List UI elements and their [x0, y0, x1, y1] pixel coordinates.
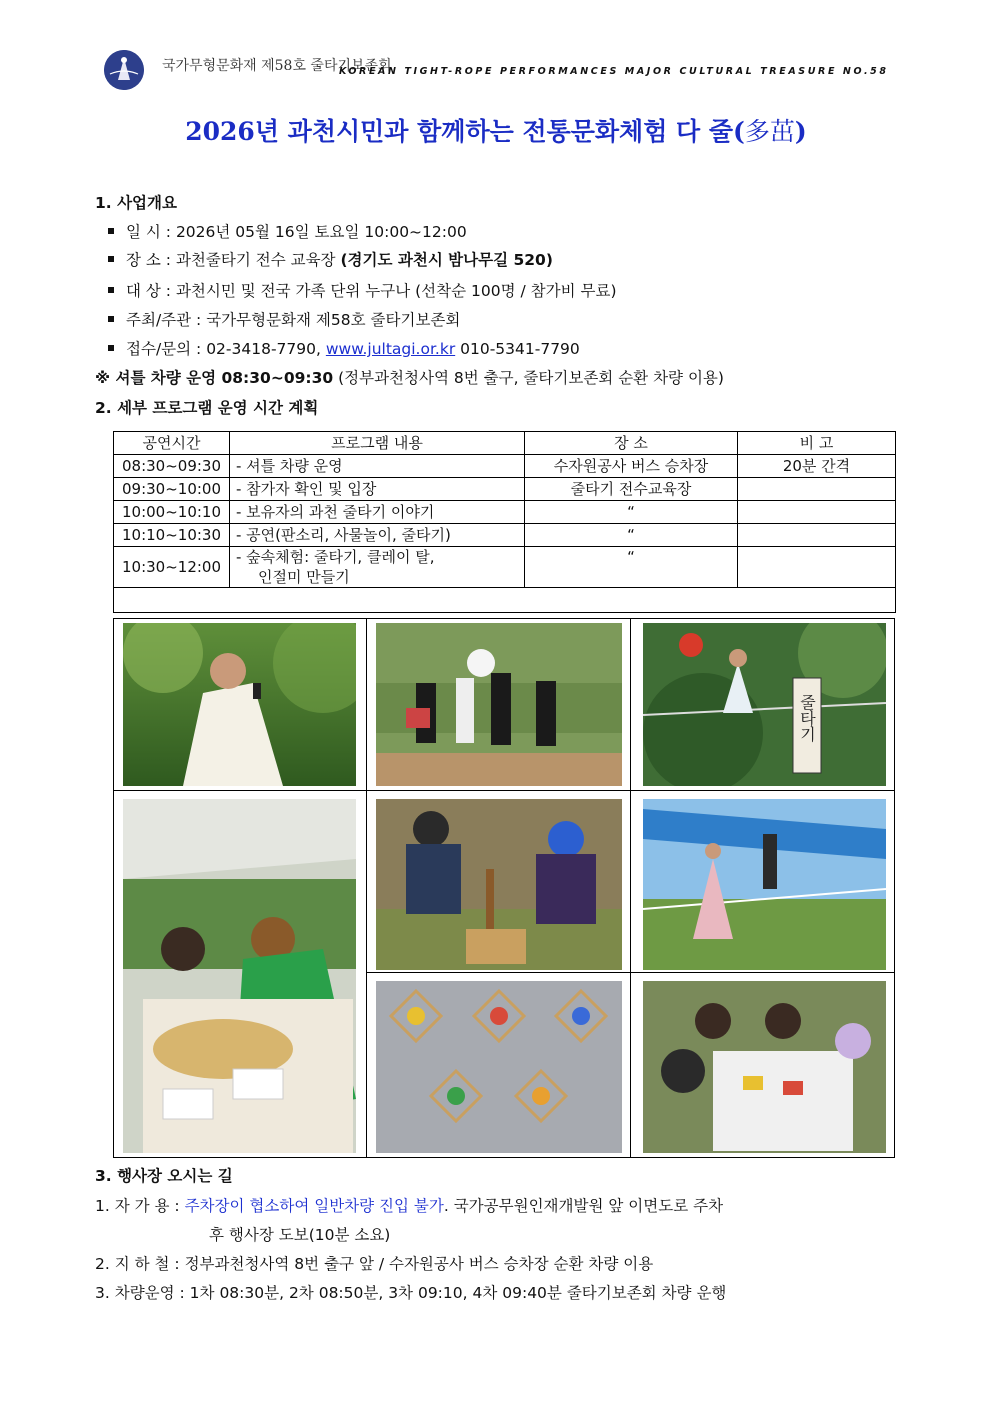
col-time: 공연시간 [114, 432, 230, 455]
direction-car: 1. 자 가 용 : 주차장이 협소하여 일반차량 진입 불가. 국가공무원인재개발원 앞 이면도로 주차 [95, 1197, 724, 1215]
shuttle-note: ※ 셔틀 차량 운영 08:30~09:30 (정부과천청사역 8번 출구, 줄타기보존회 순환 차량 이용) [95, 369, 724, 387]
photo-rope-experience [643, 799, 886, 970]
photo-rice-pounding [376, 799, 622, 970]
section-2-heading: 2. 세부 프로그램 운영 시간 계획 [95, 399, 319, 417]
cell-content: - 공연(판소리, 사물놀이, 줄타기) [230, 524, 525, 547]
cell-place: “ [525, 501, 738, 524]
table-spacer-row [114, 588, 896, 613]
direction-subway: 2. 지 하 철 : 정부과천청사역 8번 출구 앞 / 수자원공사 버스 승차장 순환 차량 이용 [95, 1255, 654, 1273]
info-contact: 접수/문의 : 02-3418-7790, www.jultagi.or.kr 010-5341-7790 [108, 337, 580, 359]
info-target: 대 상 : 과천시민 및 전국 가족 단위 누구나 (선착순 100명 / 참가비 무료) [108, 279, 617, 301]
cell-time: 10:00~10:10 [114, 501, 230, 524]
table-row [114, 501, 896, 524]
direction-car-line2: 후 행사장 도보(10분 소요) [209, 1226, 391, 1244]
website-link[interactable]: www.jultagi.or.kr [325, 340, 456, 358]
cell-note [738, 524, 896, 547]
cell-content: - 숲속체험: 줄타기, 클레이 탈, 인절미 만들기 [230, 547, 525, 588]
schedule-table [113, 431, 896, 613]
cell-note [738, 547, 896, 588]
photo-grid [113, 618, 895, 1158]
info-date: 일 시 : 2026년 05월 16일 토요일 10:00~12:00 [108, 220, 467, 242]
cell-place: 수자원공사 버스 승차장 [525, 455, 738, 478]
info-place: 장 소 : 과천줄타기 전수 교육장 (경기도 과천시 밤나무길 520) [108, 248, 553, 270]
cell-place: “ [525, 524, 738, 547]
col-content: 프로그램 내용 [230, 432, 525, 455]
section-3-heading: 3. 행사장 오시는 길 [95, 1167, 233, 1185]
cell-content: - 셔틀 차량 운영 [230, 455, 525, 478]
photo-injeolmi-making [123, 799, 356, 1153]
photo-tightrope-performer [643, 623, 886, 786]
photo-master-singing [123, 623, 356, 786]
col-place: 장 소 [525, 432, 738, 455]
cell-content: - 보유자의 과천 줄타기 이야기 [230, 501, 525, 524]
table-row [114, 524, 896, 547]
cell-note [738, 501, 896, 524]
table-header-row [114, 432, 896, 455]
cell-place: 줄타기 전수교육장 [525, 478, 738, 501]
table-row [114, 478, 896, 501]
page-title: 2026년 과천시민과 함께하는 전통문화체험 다 줄(多茁) [185, 117, 807, 146]
banner-text: 줄타기 [797, 694, 817, 742]
direction-vehicle: 3. 차량운영 : 1차 08:30분, 2차 08:50분, 3차 09:10, 4차 09:40분 줄타기보존회 차량 운행 [95, 1284, 727, 1302]
photo-clay-masks [376, 981, 622, 1153]
col-note: 비 고 [738, 432, 896, 455]
cell-place: “ [525, 547, 738, 588]
photo-samulnori [376, 623, 622, 786]
info-host: 주최/주관 : 국가무형문화재 제58호 줄타기보존회 [108, 308, 460, 330]
cell-time: 09:30~10:00 [114, 478, 230, 501]
org-name: 국가무형문화재 제58호 줄타기보존회 [162, 58, 392, 74]
org-logo [104, 50, 144, 90]
cell-note: 20분 간격 [738, 455, 896, 478]
cell-note [738, 478, 896, 501]
cell-content: - 참가자 확인 및 입장 [230, 478, 525, 501]
cell-time: 10:30~12:00 [114, 547, 230, 588]
table-row [114, 455, 896, 478]
photo-kids-crafting [643, 981, 886, 1153]
cell-time: 08:30~09:30 [114, 455, 230, 478]
table-row [114, 547, 896, 588]
section-1-heading: 1. 사업개요 [95, 194, 177, 212]
cell-time: 10:10~10:30 [114, 524, 230, 547]
english-subtitle: KOREAN TIGHT-ROPE PERFORMANCES MAJOR CULTURAL TREASURE NO.58 [339, 66, 889, 77]
